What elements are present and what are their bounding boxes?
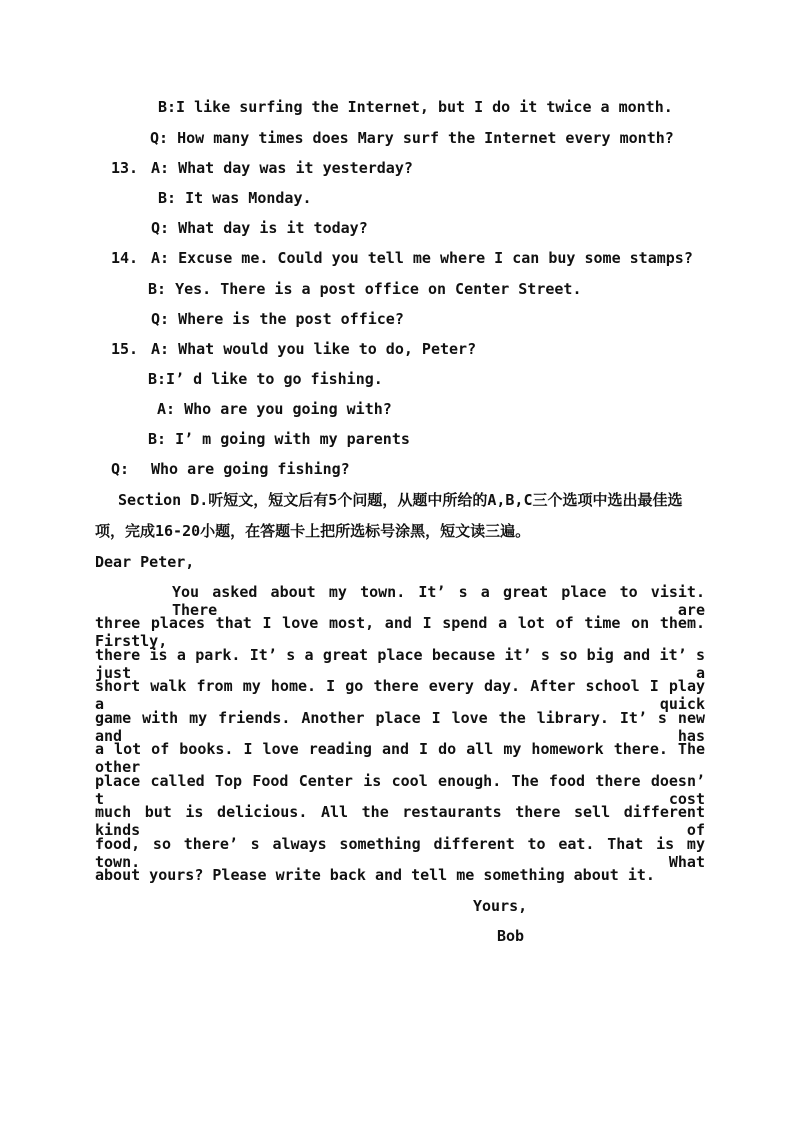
letter-line: about yours? Please write back and tell me something about it. bbox=[95, 866, 655, 884]
q13-b-line: B: It was Monday. bbox=[158, 189, 312, 207]
q15-b-line: B:I’ d like to go fishing. bbox=[148, 370, 383, 388]
letter-line: there is a park. It’ s a great place because it’ s so big and it’ s just a bbox=[95, 646, 705, 682]
q14-b-line: B: Yes. There is a post office on Center Street. bbox=[148, 280, 582, 298]
letter-line: game with my friends. Another place I love the library. It’ s new and has bbox=[95, 709, 705, 745]
letter-line: much but is delicious. All the restaurants there sell different kinds of bbox=[95, 803, 705, 839]
letter-line: You asked about my town. It’ s a great place to visit. There are bbox=[172, 583, 705, 619]
q14-a-line: A: Excuse me. Could you tell me where I can buy some stamps? bbox=[151, 249, 693, 267]
letter-line: food, so there’ s always something different to eat. That is my town. What bbox=[95, 835, 705, 871]
q15-q-text: Who are going fishing? bbox=[151, 460, 350, 478]
letter-signature: Bob bbox=[497, 927, 525, 945]
q15-a-line: A: What would you like to do, Peter? bbox=[151, 340, 477, 358]
q13-number: 13. bbox=[111, 159, 139, 177]
letter-line: place called Top Food Center is cool enough. The food there doesn’ t cost bbox=[95, 772, 705, 808]
q13-q-line: Q: What day is it today? bbox=[151, 219, 368, 237]
q12-q-line: Q: How many times does Mary surf the Internet every month? bbox=[150, 129, 674, 147]
q14-q-line: Q: Where is the post office? bbox=[151, 310, 404, 328]
q15-a-line-2: A: Who are you going with? bbox=[157, 400, 392, 418]
letter-line: three places that I love most, and I spend a lot of time on them. Firstly, bbox=[95, 614, 705, 650]
letter-line: short walk from my home. I go there every day. After school I play a quick bbox=[95, 677, 705, 713]
q12-b-line: B:I like surfing the Internet, but I do it twice a month. bbox=[158, 98, 673, 116]
letter-closing: Yours, bbox=[473, 897, 528, 915]
q15-number: 15. bbox=[111, 340, 139, 358]
q15-q-label: Q: bbox=[111, 460, 130, 478]
letter-salutation: Dear Peter, bbox=[95, 553, 195, 571]
q14-number: 14. bbox=[111, 249, 139, 267]
section-d-instruction: Section D.听短文，短文后有5个问题，从题中所给的A,B,C三个选项中选出最佳选 bbox=[118, 491, 683, 509]
q15-b-line-2: B: I’ m going with my parents bbox=[148, 430, 410, 448]
q13-a-line: A: What day was it yesterday? bbox=[151, 159, 413, 177]
letter-line: a lot of books. I love reading and I do all my homework there. The other bbox=[95, 740, 705, 776]
section-d-instruction-cont: 项，完成16-20小题，在答题卡上把所选标号涂黑，短文读三遍。 bbox=[95, 522, 531, 540]
